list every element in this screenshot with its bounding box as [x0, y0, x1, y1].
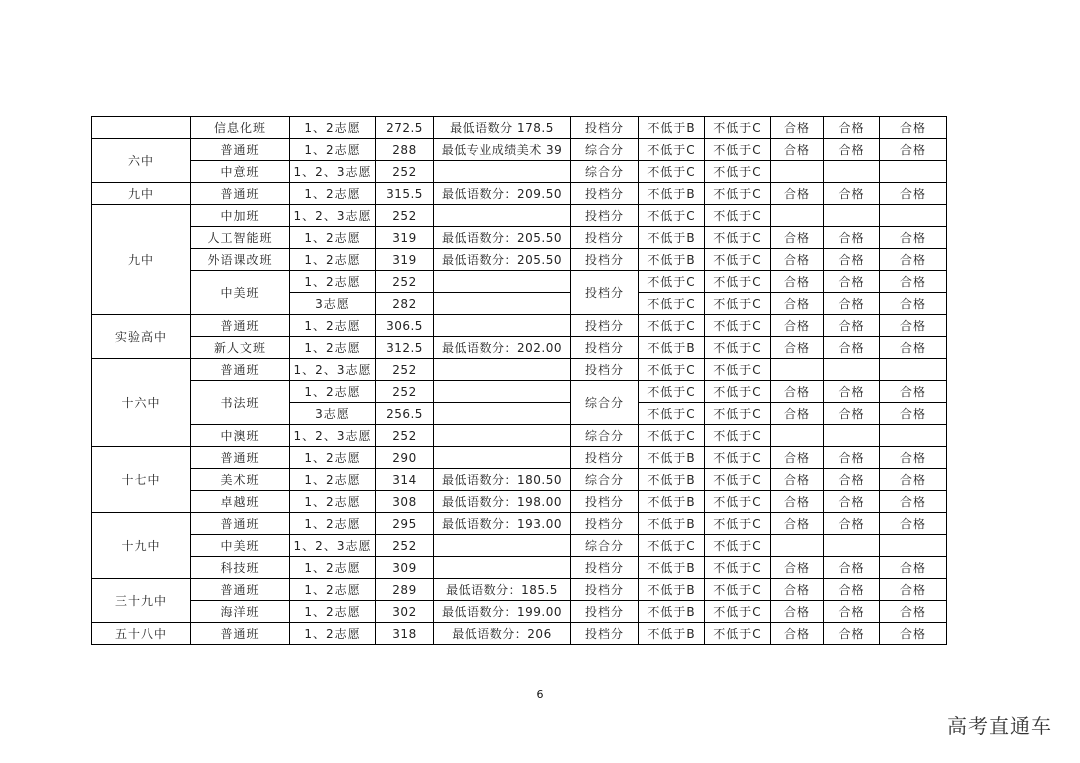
preference-cell: 1、2、3志愿 — [290, 359, 376, 381]
score-cell: 306.5 — [376, 315, 434, 337]
grade-req-2-cell: 不低于C — [705, 249, 771, 271]
class-cell: 普通班 — [191, 447, 290, 469]
qualify-3-cell: 合格 — [880, 579, 947, 601]
qualify-2-cell — [824, 359, 880, 381]
preference-cell: 1、2、3志愿 — [290, 425, 376, 447]
grade-req-2-cell: 不低于C — [705, 337, 771, 359]
qualify-3-cell — [880, 161, 947, 183]
class-cell: 中加班 — [191, 205, 290, 227]
qualify-2-cell: 合格 — [824, 403, 880, 425]
qualify-2-cell: 合格 — [824, 469, 880, 491]
qualify-1-cell: 合格 — [771, 183, 824, 205]
grade-req-1-cell: 不低于B — [639, 337, 705, 359]
grade-req-1-cell: 不低于B — [639, 183, 705, 205]
table-row — [92, 205, 947, 227]
ranking-basis-cell: 投档分 — [571, 117, 639, 139]
score-cell: 252 — [376, 359, 434, 381]
qualify-2-cell: 合格 — [824, 557, 880, 579]
requirement-cell: 最低语数分：202.00 — [434, 337, 571, 359]
qualify-3-cell: 合格 — [880, 227, 947, 249]
ranking-basis-cell: 投档分 — [571, 557, 639, 579]
requirement-cell — [434, 557, 571, 579]
grade-req-1-cell: 不低于B — [639, 117, 705, 139]
class-cell: 新人文班 — [191, 337, 290, 359]
qualify-1-cell: 合格 — [771, 271, 824, 293]
score-cell: 252 — [376, 161, 434, 183]
qualify-2-cell: 合格 — [824, 623, 880, 645]
ranking-basis-cell: 投档分 — [571, 359, 639, 381]
requirement-cell: 最低语数分 178.5 — [434, 117, 571, 139]
qualify-1-cell: 合格 — [771, 381, 824, 403]
ranking-basis-cell: 投档分 — [571, 315, 639, 337]
grade-req-1-cell: 不低于B — [639, 557, 705, 579]
preference-cell: 1、2志愿 — [290, 227, 376, 249]
qualify-3-cell — [880, 425, 947, 447]
qualify-1-cell — [771, 161, 824, 183]
school-cell: 三十九中 — [92, 579, 191, 623]
ranking-basis-cell: 综合分 — [571, 139, 639, 161]
qualify-1-cell: 合格 — [771, 469, 824, 491]
qualify-2-cell: 合格 — [824, 579, 880, 601]
grade-req-1-cell: 不低于C — [639, 205, 705, 227]
qualify-1-cell: 合格 — [771, 579, 824, 601]
school-cell: 六中 — [92, 139, 191, 183]
qualify-2-cell: 合格 — [824, 271, 880, 293]
preference-cell: 1、2志愿 — [290, 623, 376, 645]
class-cell: 海洋班 — [191, 601, 290, 623]
preference-cell: 1、2志愿 — [290, 271, 376, 293]
grade-req-1-cell: 不低于C — [639, 271, 705, 293]
qualify-3-cell — [880, 205, 947, 227]
class-cell: 卓越班 — [191, 491, 290, 513]
qualify-3-cell: 合格 — [880, 139, 947, 161]
requirement-cell — [434, 293, 571, 315]
ranking-basis-cell: 投档分 — [571, 623, 639, 645]
qualify-3-cell: 合格 — [880, 601, 947, 623]
grade-req-2-cell: 不低于C — [705, 271, 771, 293]
preference-cell: 1、2志愿 — [290, 337, 376, 359]
page-number: 6 — [536, 688, 544, 701]
ranking-basis-cell: 综合分 — [571, 425, 639, 447]
qualify-2-cell — [824, 425, 880, 447]
grade-req-1-cell: 不低于C — [639, 161, 705, 183]
qualify-1-cell — [771, 205, 824, 227]
score-cell: 319 — [376, 227, 434, 249]
qualify-2-cell: 合格 — [824, 381, 880, 403]
score-cell: 319 — [376, 249, 434, 271]
school-cell — [92, 117, 191, 139]
school-cell: 十六中 — [92, 359, 191, 447]
school-cell: 九中 — [92, 183, 191, 205]
qualify-1-cell: 合格 — [771, 403, 824, 425]
requirement-cell: 最低语数分：205.50 — [434, 227, 571, 249]
requirement-cell: 最低语数分：199.00 — [434, 601, 571, 623]
grade-req-2-cell: 不低于C — [705, 513, 771, 535]
table-row — [92, 249, 947, 271]
preference-cell: 1、2、3志愿 — [290, 535, 376, 557]
grade-req-2-cell: 不低于C — [705, 381, 771, 403]
table-row — [92, 623, 947, 645]
score-cell: 312.5 — [376, 337, 434, 359]
grade-req-2-cell: 不低于C — [705, 579, 771, 601]
grade-req-1-cell: 不低于B — [639, 513, 705, 535]
qualify-2-cell: 合格 — [824, 293, 880, 315]
ranking-basis-cell: 投档分 — [571, 579, 639, 601]
grade-req-2-cell: 不低于C — [705, 183, 771, 205]
grade-req-1-cell: 不低于C — [639, 139, 705, 161]
class-cell: 普通班 — [191, 315, 290, 337]
qualify-1-cell: 合格 — [771, 513, 824, 535]
preference-cell: 1、2志愿 — [290, 139, 376, 161]
score-cell: 302 — [376, 601, 434, 623]
table-row — [92, 381, 947, 403]
grade-req-2-cell: 不低于C — [705, 425, 771, 447]
ranking-basis-cell: 综合分 — [571, 535, 639, 557]
class-cell: 中美班 — [191, 535, 290, 557]
requirement-cell — [434, 205, 571, 227]
grade-req-2-cell: 不低于C — [705, 403, 771, 425]
table-row — [92, 271, 947, 293]
qualify-3-cell: 合格 — [880, 469, 947, 491]
requirement-cell — [434, 271, 571, 293]
class-cell: 中澳班 — [191, 425, 290, 447]
class-cell: 普通班 — [191, 579, 290, 601]
table-row — [92, 117, 947, 139]
preference-cell: 1、2志愿 — [290, 381, 376, 403]
table-row — [92, 359, 947, 381]
class-cell: 美术班 — [191, 469, 290, 491]
preference-cell: 1、2志愿 — [290, 469, 376, 491]
ranking-basis-cell: 投档分 — [571, 227, 639, 249]
preference-cell: 3志愿 — [290, 293, 376, 315]
qualify-2-cell — [824, 161, 880, 183]
grade-req-2-cell: 不低于C — [705, 491, 771, 513]
ranking-basis-cell: 投档分 — [571, 447, 639, 469]
preference-cell: 1、2志愿 — [290, 491, 376, 513]
grade-req-1-cell: 不低于C — [639, 425, 705, 447]
table-row — [92, 513, 947, 535]
table-row — [92, 601, 947, 623]
grade-req-1-cell: 不低于B — [639, 623, 705, 645]
grade-req-1-cell: 不低于B — [639, 579, 705, 601]
score-cell: 282 — [376, 293, 434, 315]
score-cell: 256.5 — [376, 403, 434, 425]
grade-req-1-cell: 不低于C — [639, 403, 705, 425]
table-row — [92, 447, 947, 469]
qualify-2-cell: 合格 — [824, 117, 880, 139]
qualify-1-cell: 合格 — [771, 623, 824, 645]
table-row — [92, 183, 947, 205]
requirement-cell: 最低语数分：193.00 — [434, 513, 571, 535]
school-cell: 实验高中 — [92, 315, 191, 359]
requirement-cell: 最低语数分：205.50 — [434, 249, 571, 271]
preference-cell: 1、2志愿 — [290, 579, 376, 601]
qualify-1-cell — [771, 425, 824, 447]
table-row — [92, 161, 947, 183]
preference-cell: 1、2志愿 — [290, 557, 376, 579]
grade-req-1-cell: 不低于B — [639, 601, 705, 623]
table-row — [92, 227, 947, 249]
qualify-1-cell: 合格 — [771, 293, 824, 315]
grade-req-1-cell: 不低于B — [639, 491, 705, 513]
grade-req-1-cell: 不低于B — [639, 227, 705, 249]
qualify-2-cell: 合格 — [824, 491, 880, 513]
preference-cell: 1、2志愿 — [290, 513, 376, 535]
score-cell: 290 — [376, 447, 434, 469]
class-cell: 中意班 — [191, 161, 290, 183]
grade-req-2-cell: 不低于C — [705, 359, 771, 381]
score-cell: 295 — [376, 513, 434, 535]
qualify-2-cell: 合格 — [824, 227, 880, 249]
school-cell: 九中 — [92, 205, 191, 315]
qualify-2-cell: 合格 — [824, 249, 880, 271]
table-row — [92, 469, 947, 491]
ranking-basis-cell: 投档分 — [571, 205, 639, 227]
requirement-cell — [434, 315, 571, 337]
qualify-2-cell: 合格 — [824, 315, 880, 337]
qualify-3-cell: 合格 — [880, 293, 947, 315]
qualify-3-cell: 合格 — [880, 183, 947, 205]
grade-req-2-cell: 不低于C — [705, 139, 771, 161]
grade-req-1-cell: 不低于C — [639, 381, 705, 403]
ranking-basis-cell: 投档分 — [571, 601, 639, 623]
qualify-3-cell: 合格 — [880, 623, 947, 645]
ranking-basis-cell: 投档分 — [571, 491, 639, 513]
qualify-3-cell — [880, 359, 947, 381]
qualify-3-cell: 合格 — [880, 447, 947, 469]
ranking-basis-cell: 综合分 — [571, 161, 639, 183]
grade-req-1-cell: 不低于B — [639, 249, 705, 271]
qualify-3-cell: 合格 — [880, 315, 947, 337]
score-cell: 309 — [376, 557, 434, 579]
score-cell: 308 — [376, 491, 434, 513]
qualify-1-cell — [771, 359, 824, 381]
requirement-cell: 最低语数分：198.00 — [434, 491, 571, 513]
class-cell: 普通班 — [191, 623, 290, 645]
qualify-1-cell: 合格 — [771, 315, 824, 337]
score-cell: 252 — [376, 425, 434, 447]
qualify-3-cell: 合格 — [880, 403, 947, 425]
qualify-2-cell: 合格 — [824, 183, 880, 205]
grade-req-2-cell: 不低于C — [705, 161, 771, 183]
qualify-1-cell: 合格 — [771, 491, 824, 513]
score-cell: 252 — [376, 535, 434, 557]
preference-cell: 1、2志愿 — [290, 249, 376, 271]
grade-req-1-cell: 不低于C — [639, 535, 705, 557]
grade-req-2-cell: 不低于C — [705, 447, 771, 469]
preference-cell: 1、2志愿 — [290, 601, 376, 623]
table-row — [92, 557, 947, 579]
qualify-1-cell: 合格 — [771, 249, 824, 271]
grade-req-2-cell: 不低于C — [705, 601, 771, 623]
requirement-cell — [434, 403, 571, 425]
ranking-basis-cell: 投档分 — [571, 183, 639, 205]
class-cell: 普通班 — [191, 513, 290, 535]
qualify-2-cell: 合格 — [824, 601, 880, 623]
requirement-cell — [434, 447, 571, 469]
requirement-cell — [434, 359, 571, 381]
requirement-cell — [434, 535, 571, 557]
ranking-basis-cell: 投档分 — [571, 513, 639, 535]
class-cell: 人工智能班 — [191, 227, 290, 249]
admission-table — [91, 116, 947, 645]
score-cell: 289 — [376, 579, 434, 601]
qualify-2-cell: 合格 — [824, 447, 880, 469]
score-cell: 318 — [376, 623, 434, 645]
qualify-3-cell: 合格 — [880, 117, 947, 139]
qualify-1-cell: 合格 — [771, 117, 824, 139]
table-row — [92, 425, 947, 447]
school-cell: 十七中 — [92, 447, 191, 513]
score-cell: 252 — [376, 271, 434, 293]
preference-cell: 1、2、3志愿 — [290, 161, 376, 183]
school-cell: 十九中 — [92, 513, 191, 579]
class-cell: 信息化班 — [191, 117, 290, 139]
class-cell: 普通班 — [191, 139, 290, 161]
school-cell: 五十八中 — [92, 623, 191, 645]
qualify-3-cell — [880, 535, 947, 557]
score-cell: 252 — [376, 381, 434, 403]
qualify-3-cell: 合格 — [880, 249, 947, 271]
table-row — [92, 139, 947, 161]
preference-cell: 1、2、3志愿 — [290, 205, 376, 227]
qualify-1-cell: 合格 — [771, 139, 824, 161]
grade-req-2-cell: 不低于C — [705, 117, 771, 139]
grade-req-1-cell: 不低于B — [639, 469, 705, 491]
grade-req-1-cell: 不低于C — [639, 293, 705, 315]
qualify-3-cell: 合格 — [880, 491, 947, 513]
table-row — [92, 491, 947, 513]
qualify-2-cell: 合格 — [824, 337, 880, 359]
grade-req-2-cell: 不低于C — [705, 227, 771, 249]
qualify-3-cell: 合格 — [880, 557, 947, 579]
score-cell: 252 — [376, 205, 434, 227]
ranking-basis-cell: 投档分 — [571, 249, 639, 271]
grade-req-1-cell: 不低于C — [639, 359, 705, 381]
preference-cell: 1、2志愿 — [290, 315, 376, 337]
class-cell: 中美班 — [191, 271, 290, 315]
requirement-cell: 最低语数分：209.50 — [434, 183, 571, 205]
ranking-basis-cell: 投档分 — [571, 337, 639, 359]
qualify-3-cell: 合格 — [880, 513, 947, 535]
requirement-cell: 最低语数分：185.5 — [434, 579, 571, 601]
qualify-3-cell: 合格 — [880, 337, 947, 359]
qualify-1-cell: 合格 — [771, 227, 824, 249]
qualify-1-cell: 合格 — [771, 447, 824, 469]
qualify-1-cell: 合格 — [771, 601, 824, 623]
score-cell: 288 — [376, 139, 434, 161]
preference-cell: 3志愿 — [290, 403, 376, 425]
table-row — [92, 579, 947, 601]
class-cell: 普通班 — [191, 359, 290, 381]
grade-req-2-cell: 不低于C — [705, 557, 771, 579]
watermark-text: 高考直通车 — [947, 714, 1052, 738]
ranking-basis-cell: 投档分 — [571, 271, 639, 315]
requirement-cell — [434, 161, 571, 183]
table-row — [92, 315, 947, 337]
ranking-basis-cell: 综合分 — [571, 469, 639, 491]
qualify-2-cell: 合格 — [824, 139, 880, 161]
ranking-basis-cell: 综合分 — [571, 381, 639, 425]
table-row — [92, 337, 947, 359]
qualify-1-cell: 合格 — [771, 337, 824, 359]
grade-req-2-cell: 不低于C — [705, 205, 771, 227]
preference-cell: 1、2志愿 — [290, 183, 376, 205]
class-cell: 外语课改班 — [191, 249, 290, 271]
requirement-cell: 最低专业成绩美术 39 — [434, 139, 571, 161]
class-cell: 书法班 — [191, 381, 290, 425]
grade-req-2-cell: 不低于C — [705, 535, 771, 557]
qualify-2-cell — [824, 205, 880, 227]
table-row — [92, 535, 947, 557]
grade-req-2-cell: 不低于C — [705, 623, 771, 645]
qualify-2-cell — [824, 535, 880, 557]
requirement-cell — [434, 381, 571, 403]
preference-cell: 1、2志愿 — [290, 117, 376, 139]
grade-req-2-cell: 不低于C — [705, 293, 771, 315]
table-body — [92, 117, 947, 645]
class-cell: 科技班 — [191, 557, 290, 579]
requirement-cell: 最低语数分：180.50 — [434, 469, 571, 491]
requirement-cell — [434, 425, 571, 447]
qualify-2-cell: 合格 — [824, 513, 880, 535]
preference-cell: 1、2志愿 — [290, 447, 376, 469]
requirement-cell: 最低语数分：206 — [434, 623, 571, 645]
qualify-1-cell — [771, 535, 824, 557]
grade-req-1-cell: 不低于C — [639, 315, 705, 337]
class-cell: 普通班 — [191, 183, 290, 205]
qualify-3-cell: 合格 — [880, 271, 947, 293]
qualify-1-cell: 合格 — [771, 557, 824, 579]
qualify-3-cell: 合格 — [880, 381, 947, 403]
score-cell: 315.5 — [376, 183, 434, 205]
grade-req-1-cell: 不低于B — [639, 447, 705, 469]
grade-req-2-cell: 不低于C — [705, 315, 771, 337]
score-cell: 314 — [376, 469, 434, 491]
grade-req-2-cell: 不低于C — [705, 469, 771, 491]
score-cell: 272.5 — [376, 117, 434, 139]
